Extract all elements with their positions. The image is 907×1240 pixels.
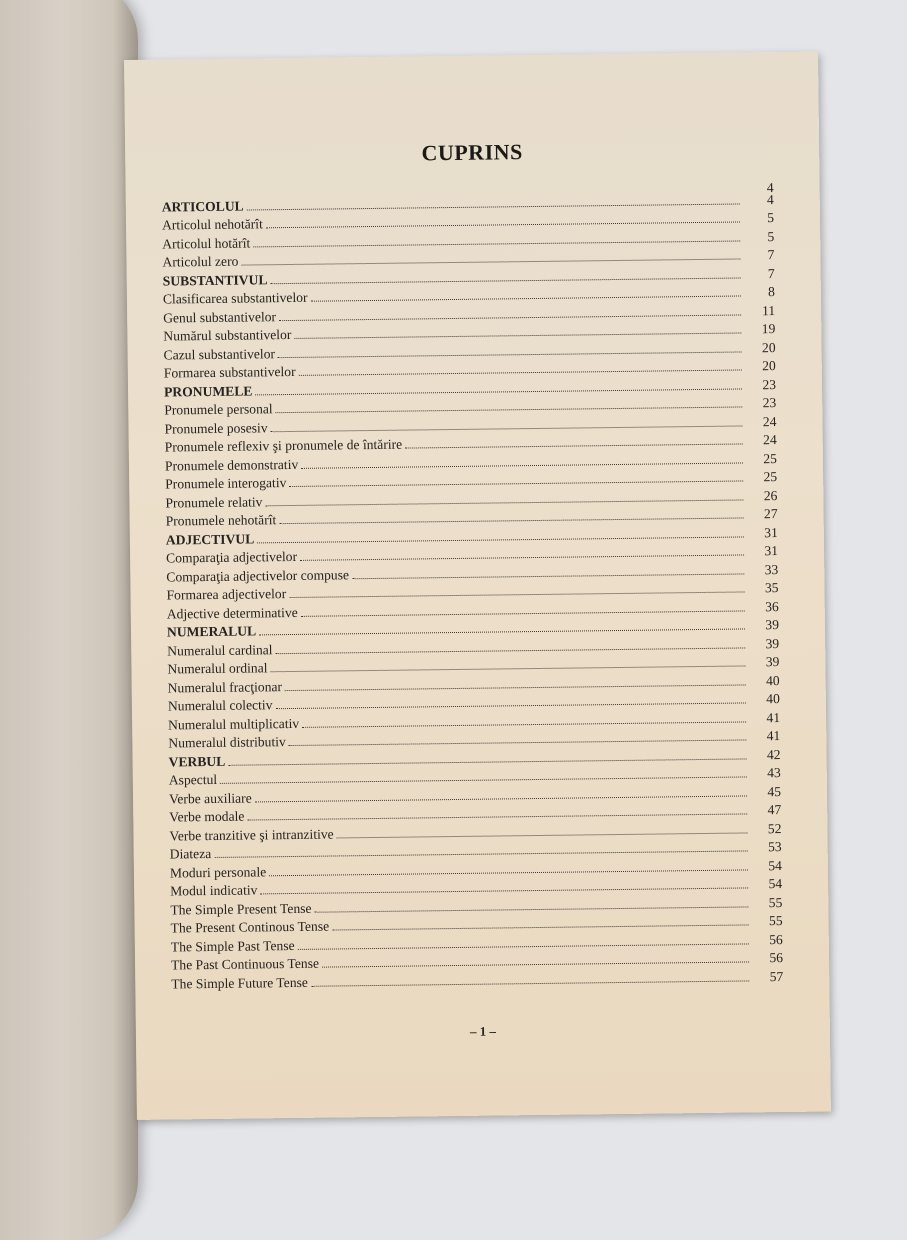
page-number-footer: – 1 – — [469, 1023, 496, 1039]
toc-entry-page: 20 — [761, 339, 776, 356]
toc-entry-page: 25 — [763, 450, 778, 467]
book-page — [124, 52, 831, 1120]
toc-entry-page: 25 — [763, 469, 778, 485]
toc-entry-page: 52 — [767, 820, 782, 837]
toc-entry-label: NUMERALUL — [166, 623, 257, 640]
toc-entry-label: Numeralul distributiv — [168, 734, 286, 751]
toc-entry-label: Pronumele interogativ — [165, 475, 287, 492]
toc-entry-label: Numeralul ordinal — [167, 660, 268, 677]
toc-entry-page: 39 — [765, 617, 780, 633]
toc-entry-page: 47 — [767, 802, 782, 818]
toc-entry-label: Pronumele nehotărît — [165, 512, 277, 529]
toc-entry-label: The Simple Past Tense — [170, 937, 295, 955]
toc-entry-label: Clasificarea substantivelor — [162, 290, 308, 307]
toc-entry-page: 36 — [765, 598, 779, 615]
toc-entry-label: Numeralul fracţionar — [167, 679, 283, 696]
toc-entry-label: Pronumele personal — [164, 401, 273, 418]
toc-entry-page: 31 — [764, 543, 779, 559]
toc-entry-label: Cazul substantivelor — [163, 346, 276, 363]
toc-entry-page: 54 — [768, 857, 782, 874]
toc-entry-page: 24 — [762, 413, 777, 430]
toc-entry-label: Pronumele relativ — [165, 494, 263, 511]
toc-entry-label: PRONUMELE — [163, 383, 253, 400]
toc-entry-page: 26 — [763, 487, 778, 504]
toc-entry-label: Moduri personale — [169, 864, 267, 881]
toc-entry-label: Articolul nehotărît — [161, 216, 263, 233]
toc-entry-label: Aspectul — [168, 772, 218, 788]
left-page-edge — [0, 0, 138, 1240]
toc-entry-page: 11 — [761, 302, 776, 319]
toc-entry-page: 24 — [763, 432, 777, 448]
toc-entry-label: Adjective determinative — [166, 604, 298, 622]
table-of-contents — [162, 188, 784, 991]
toc-entry-label: SUBSTANTIVUL — [162, 272, 268, 289]
toc-entry-page: 54 — [768, 876, 783, 892]
toc-entry-label: VERBUL — [168, 753, 226, 770]
toc-entry-page: 56 — [769, 950, 784, 966]
toc-entry-page: 53 — [767, 839, 782, 855]
toc-entry-label: Comparaţia adjectivelor compuse — [166, 567, 350, 585]
toc-entry-page: 56 — [769, 931, 783, 948]
toc-entry-page: 40 — [766, 691, 780, 707]
first-page-number: 4 — [766, 180, 774, 196]
toc-entry-page: 8 — [767, 284, 775, 300]
toc-entry-page: 57 — [769, 968, 784, 985]
toc-entry-page: 45 — [767, 783, 782, 800]
toc-entry-label: Genul substantivelor — [163, 309, 277, 326]
toc-entry-label: Numeralul cardinal — [167, 642, 273, 659]
toc-entry-page: 55 — [768, 894, 783, 911]
toc-entry-label: Formarea adjectivelor — [166, 586, 287, 603]
toc-entry-page: 43 — [767, 765, 781, 781]
toc-entry-page: 23 — [762, 395, 777, 411]
dot-leader — [311, 980, 749, 986]
toc-entry-page: 31 — [764, 524, 778, 541]
toc-entry-label: Modul indicativ — [170, 882, 258, 899]
toc-entry-page: 20 — [762, 358, 776, 374]
toc-entry-page: 33 — [764, 561, 779, 578]
page-title: CUPRINS — [421, 139, 523, 166]
toc-entry-page: 5 — [767, 210, 775, 226]
toc-entry-page: 19 — [761, 321, 776, 337]
toc-entry-label: Verbe tranzitive şi intranzitive — [169, 826, 334, 844]
toc-entry-label: The Simple Present Tense — [170, 900, 312, 918]
toc-entry-label: Articolul hotărît — [162, 235, 251, 252]
toc-entry-label: ADJECTIVUL — [165, 531, 255, 548]
toc-entry-label: Verbe auxiliare — [168, 790, 252, 807]
toc-entry-page: 23 — [762, 376, 777, 393]
toc-entry-page: 41 — [766, 709, 781, 726]
toc-entry-label: Pronumele reflexiv şi pronumele de întărire — [164, 437, 403, 455]
toc-entry-label: Numărul substantivelor — [163, 327, 292, 344]
toc-entry-page: 39 — [765, 654, 780, 670]
toc-entry-page: 27 — [763, 506, 778, 522]
toc-entry-label: The Simple Future Tense — [171, 974, 308, 992]
toc-entry-label: The Present Continous Tense — [170, 918, 330, 936]
toc-entry-page: 40 — [765, 672, 780, 689]
toc-entry-label: ARTICOLUL — [161, 198, 244, 215]
toc-entry-label: Comparaţia adjectivelor — [166, 549, 298, 566]
toc-entry-page: 7 — [767, 247, 775, 263]
toc-entry-page: 35 — [764, 580, 779, 596]
toc-entry-page: 5 — [767, 228, 775, 245]
toc-entry-label: Numeralul multiplicativ — [168, 715, 300, 733]
toc-entry-page: 39 — [765, 635, 780, 652]
toc-entry-label: The Past Continuous Tense — [170, 956, 320, 973]
toc-entry-label: Pronumele demonstrativ — [164, 456, 299, 474]
toc-entry-label: Numeralul colectiv — [167, 697, 273, 714]
toc-entry-page: 4 — [766, 191, 774, 208]
toc-entry-label: Diateza — [169, 846, 212, 862]
toc-entry-label: Formarea substantivelor — [163, 364, 296, 381]
toc-entry-page: 55 — [768, 913, 783, 929]
toc-entry-label: Articolul zero — [162, 254, 239, 270]
toc-entry-label: Pronumele posesiv — [164, 420, 268, 437]
toc-entry-page: 41 — [766, 728, 781, 744]
toc-entry-label: Verbe modale — [169, 808, 245, 825]
toc-entry-page: 42 — [766, 746, 781, 763]
toc-entry-page: 7 — [767, 265, 775, 282]
